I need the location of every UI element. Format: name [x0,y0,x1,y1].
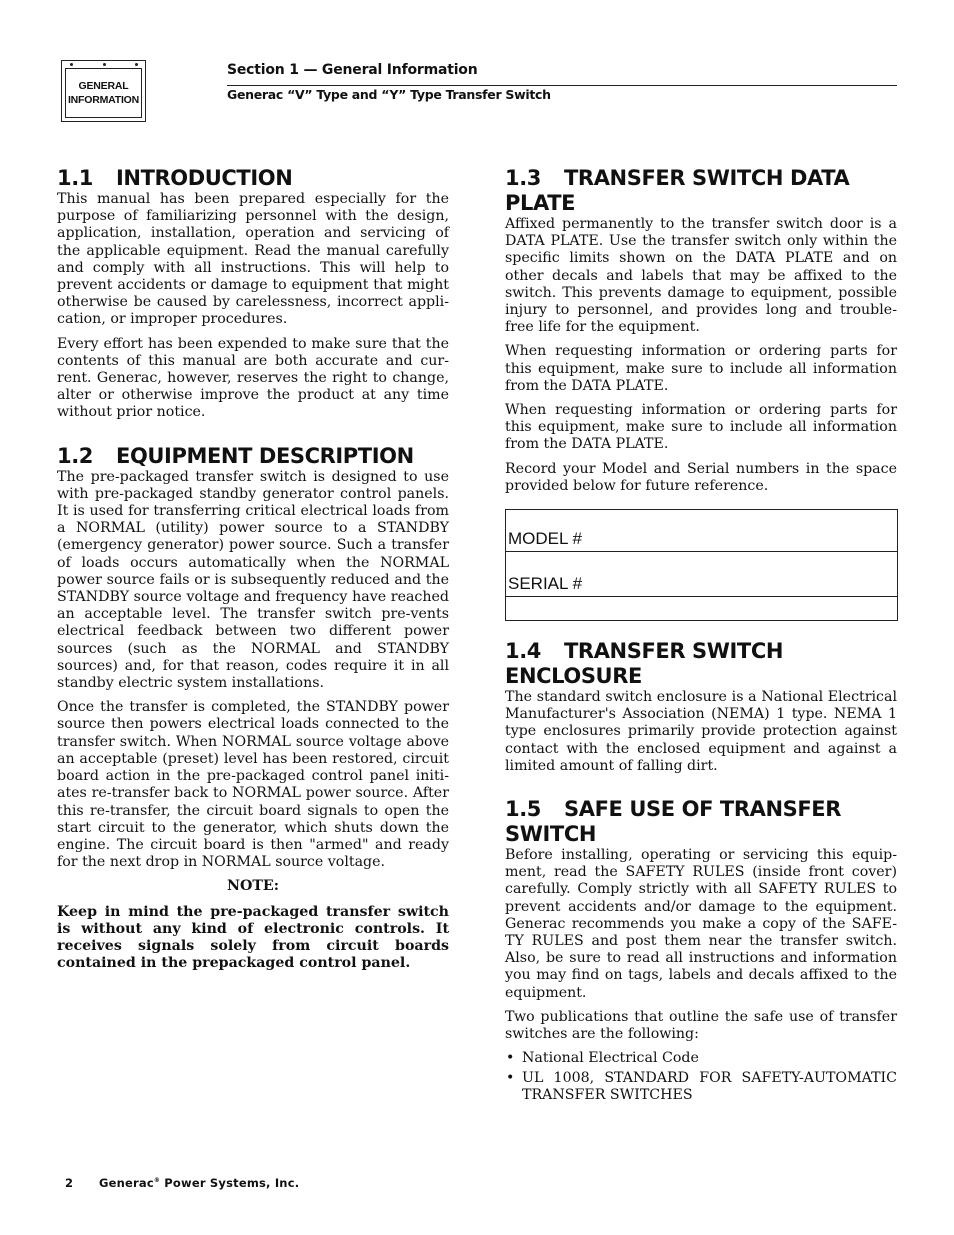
model-field-label: MODEL # [508,529,583,549]
data-plate-paragraph-1: Affixed permanently to the transfer switch door is a DATA PLATE. Use the transfer switch only within the specific limits shown on the DATA PLATE and on other decals and labels that may be affixed to the switch. This prevents damage to equipment, possible injury to personnel, and provides long and trouble-free life for the equipment. [505,216,897,336]
page-footer [65,1176,299,1190]
heading-text: TRANSFER SWITCH ENCLOSURE [505,639,784,689]
badge-line-1: GENERAL [78,80,129,92]
heading-enclosure [505,639,897,689]
list-item: • National Electrical Code [505,1050,897,1067]
equipment-paragraph-2: Once the transfer is completed, the STANDBY power source then powers electrical loads connected to the transfer switch. When NORMAL source voltage above an acceptable (preset) level has been restored, circuit board action in the pre-packaged control panel initi-ates re-transfer back to NORMAL power source. After this re-transfer, the circuit board signals to open the start circuit to the generator, which shuts down the engine. The circuit board is then "armed" and ready for the next drop in NORMAL source voltage. [57,699,449,871]
heading-number: 1.4 [505,639,542,664]
header-rule [227,85,897,86]
model-entry-line[interactable] [506,551,897,552]
heading-equipment-description [57,444,449,469]
safe-use-paragraph-2: Two publications that outline the safe use of transfer switches are the following: [505,1008,897,1043]
safe-use-paragraph-1: Before installing, operating or servicing this equip-ment, read the SAFETY RULES (inside front cover) carefully. Comply strictly with all SAFETY RULES to prevent accidents and/or damage to the equipment. Generac recommends you make a copy of the SAFE-TY RULES and post them near the transfer switch. Also, be sure to read all instructions and information you may find on tags, labels and decals affixed to the equipment. [505,847,897,1001]
publications-list [505,1050,897,1104]
footer-company [99,1176,299,1190]
serial-field-label: SERIAL # [508,574,583,594]
data-plate-paragraph-4: Record your Model and Serial numbers in the space provided below for future reference. [505,460,897,494]
list-item: • UL 1008, STANDARD FOR SAFETY-AUTOMATIC TRANSFER SWITCHES [505,1070,897,1104]
badge-rivet-icon [103,63,106,66]
enclosure-paragraph: The standard switch enclosure is a National Electrical Manufacturer's Association (NEMA) 1 type. NEMA 1 type enclosures primarily provide protection against contact with the enclosed equipment and against a limited amount of falling dirt. [505,689,897,774]
intro-paragraph-2: Every effort has been expended to make sure that the contents of this manual are both accurate and cur-rent. Generac, however, reserves the right to change, alter or otherwise improve the product at any time without prior notice. [57,335,449,421]
badge-line-2: INFORMATION [67,94,140,106]
spacer [505,782,897,797]
spacer [57,429,449,444]
page-number: 2 [65,1176,74,1190]
heading-data-plate [505,166,897,216]
data-plate-paragraph-2: When requesting information or ordering parts for this equipment, make sure to include all information from the DATA PLATE. [505,343,897,394]
heading-text: INTRODUCTION [116,166,293,190]
badge-rivet-icon [70,63,73,66]
data-plate-paragraph-3: When requesting information or ordering parts for this equipment, make sure to include all information from the DATA PLATE. [505,402,897,453]
right-column [505,166,897,1106]
badge-rivet-icon [135,63,138,66]
footer-company-name: Generac [99,1176,154,1190]
document-subtitle: Generac “V” Type and “Y” Type Transfer Switch [227,87,551,102]
heading-safe-use [505,797,897,847]
note-label: NOTE: [227,878,279,895]
heading-text: EQUIPMENT DESCRIPTION [116,443,414,468]
left-column [57,166,449,979]
equipment-paragraph-1: The pre-packaged transfer switch is designed to use with pre-packaged standby generator control panels. It is used for transferring critical electrical loads from a NORMAL (utility) power source to a STANDBY (emergency generator) power source. Such a transfer of loads occurs automatically when the NORMAL power source fails or is subsequently reduced and the STANDBY source voltage and frequency have reached an acceptable level. The transfer switch pre-vents electrical feedback between two different power sources (such as the NORMAL and STANDBY sources) and, for that reason, codes require it in all standby electric system installations. [57,468,449,692]
intro-paragraph-1: This manual has been prepared especially for the purpose of familiarizing personnel with the design, application, installation, operation and servicing of the applicable equipment. Read the manual carefully and comply with all instructions. This will help to prevent accidents or damage to equipment that might otherwise be caused by carelessness, incorrect appli-cation, or improper procedures. [57,191,449,328]
heading-introduction [57,166,449,191]
registered-mark: ® [153,1177,161,1185]
note-text: Keep in mind the pre-packaged transfer switch is without any kind of electronic controls. It receives signals solely from circuit boards contained in the prepackaged control panel. [57,903,449,972]
heading-text: TRANSFER SWITCH DATA PLATE [505,166,850,215]
heading-number: 1.1 [57,166,94,190]
badge-label [65,68,142,118]
heading-number: 1.2 [57,443,94,468]
heading-number: 1.3 [505,166,542,190]
heading-text: SAFE USE OF TRANSFER SWITCH [505,797,842,847]
heading-number: 1.5 [505,797,542,822]
section-title: Section 1 — General Information [227,62,478,78]
section-badge [61,60,146,122]
serial-entry-line[interactable] [506,596,897,597]
model-serial-record-box [505,509,898,621]
footer-company-suffix: Power Systems, Inc. [160,1176,300,1190]
